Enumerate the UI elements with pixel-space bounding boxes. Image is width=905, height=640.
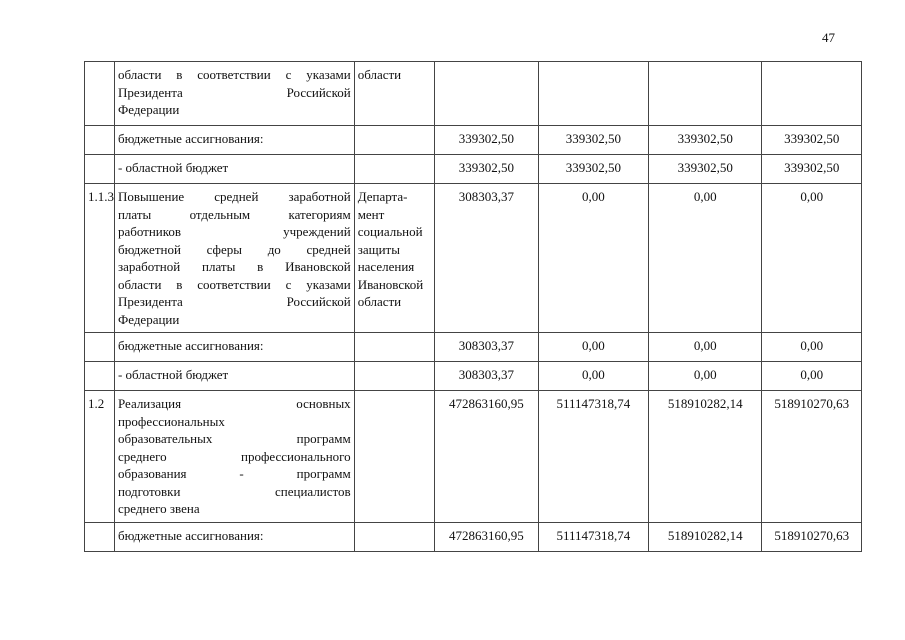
table-row	[85, 391, 862, 523]
value-cell	[762, 62, 862, 126]
value-cell: 339302,50	[762, 126, 862, 155]
value-cell: 472863160,95	[434, 522, 538, 551]
responsible-executor	[354, 391, 434, 523]
value-cell: 511147318,74	[538, 522, 648, 551]
resp-line: защиты	[357, 241, 400, 257]
value-cell	[434, 62, 538, 126]
value-cell: 339302,50	[434, 155, 538, 184]
resp-line: области	[357, 294, 402, 309]
table-row	[85, 126, 862, 155]
value-cell	[538, 62, 648, 126]
name-line: профессиональных	[117, 413, 225, 429]
value-cell: 518910282,14	[649, 522, 762, 551]
row-number: 1.1.3	[85, 184, 115, 333]
activity-name	[114, 391, 354, 523]
name-line: заработной платы в Ивановской	[117, 259, 351, 274]
value-cell: 0,00	[762, 333, 862, 362]
name-line: работников учреждений	[117, 224, 351, 239]
value-cell: 511147318,74	[538, 391, 648, 523]
activity-name: бюджетные ассигнования:	[114, 333, 354, 362]
value-cell: 0,00	[762, 362, 862, 391]
activity-name	[114, 184, 354, 333]
budget-table	[84, 61, 862, 552]
responsible-executor	[354, 333, 434, 362]
name-line: области в соответствии с указами	[117, 276, 351, 292]
table-row	[85, 333, 862, 362]
value-cell: 0,00	[538, 333, 648, 362]
activity-name: - областной бюджет	[114, 362, 354, 391]
name-line: образования - программ	[117, 466, 351, 481]
responsible-executor	[354, 362, 434, 391]
value-cell: 0,00	[649, 184, 762, 333]
activity-name: бюджетные ассигнования:	[114, 126, 354, 155]
page-number: 47	[822, 30, 835, 45]
name-line: среднего профессионального	[117, 448, 351, 464]
name-line: области в соответствии с указами	[117, 67, 351, 82]
value-cell: 308303,37	[434, 184, 538, 333]
row-number	[85, 362, 115, 391]
value-cell: 0,00	[649, 333, 762, 362]
responsible-executor	[354, 522, 434, 551]
responsible-executor: области	[354, 62, 434, 126]
value-cell	[649, 62, 762, 126]
value-cell: 0,00	[538, 362, 648, 391]
value-cell: 339302,50	[434, 126, 538, 155]
name-line: Президента Российской	[117, 84, 351, 100]
value-cell: 339302,50	[538, 155, 648, 184]
value-cell: 339302,50	[538, 126, 648, 155]
responsible-executor	[354, 184, 434, 333]
row-number	[85, 522, 115, 551]
resp-line: Департа-	[357, 189, 408, 204]
value-cell: 308303,37	[434, 333, 538, 362]
row-number	[85, 126, 115, 155]
activity-name: бюджетные ассигнования:	[114, 522, 354, 551]
activity-name: - областной бюджет	[114, 155, 354, 184]
name-line: Федерации	[117, 102, 180, 117]
value-cell: 0,00	[649, 362, 762, 391]
value-cell: 308303,37	[434, 362, 538, 391]
value-cell: 0,00	[762, 184, 862, 333]
table-row	[85, 184, 862, 333]
row-number	[85, 155, 115, 184]
row-number	[85, 333, 115, 362]
resp-line: Ивановской	[357, 276, 424, 292]
table-row	[85, 155, 862, 184]
table-row	[85, 62, 862, 126]
name-line: бюджетной сферы до средней	[117, 241, 351, 257]
name-line: Реализация основных	[117, 396, 351, 411]
value-cell: 339302,50	[762, 155, 862, 184]
value-cell: 518910282,14	[649, 391, 762, 523]
name-line: Федерации	[117, 311, 180, 327]
table-row	[85, 522, 862, 551]
name-line: Президента Российской	[117, 294, 351, 309]
value-cell: 0,00	[538, 184, 648, 333]
activity-name	[114, 62, 354, 126]
resp-line: населения	[357, 259, 415, 274]
name-line: среднего звена	[117, 501, 200, 516]
name-line: платы отдельным категориям	[117, 206, 351, 222]
name-line: подготовки специалистов	[117, 483, 351, 499]
value-cell: 339302,50	[649, 126, 762, 155]
value-cell: 472863160,95	[434, 391, 538, 523]
row-number: 1.2	[85, 391, 115, 523]
value-cell: 518910270,63	[762, 391, 862, 523]
row-number	[85, 62, 115, 126]
resp-line: социальной	[357, 224, 423, 239]
resp-line: мент	[357, 206, 385, 222]
responsible-executor	[354, 155, 434, 184]
value-cell: 339302,50	[649, 155, 762, 184]
responsible-executor	[354, 126, 434, 155]
name-line: образовательных программ	[117, 431, 351, 446]
value-cell: 518910270,63	[762, 522, 862, 551]
table-row	[85, 362, 862, 391]
name-line: Повышение средней заработной	[117, 189, 351, 204]
